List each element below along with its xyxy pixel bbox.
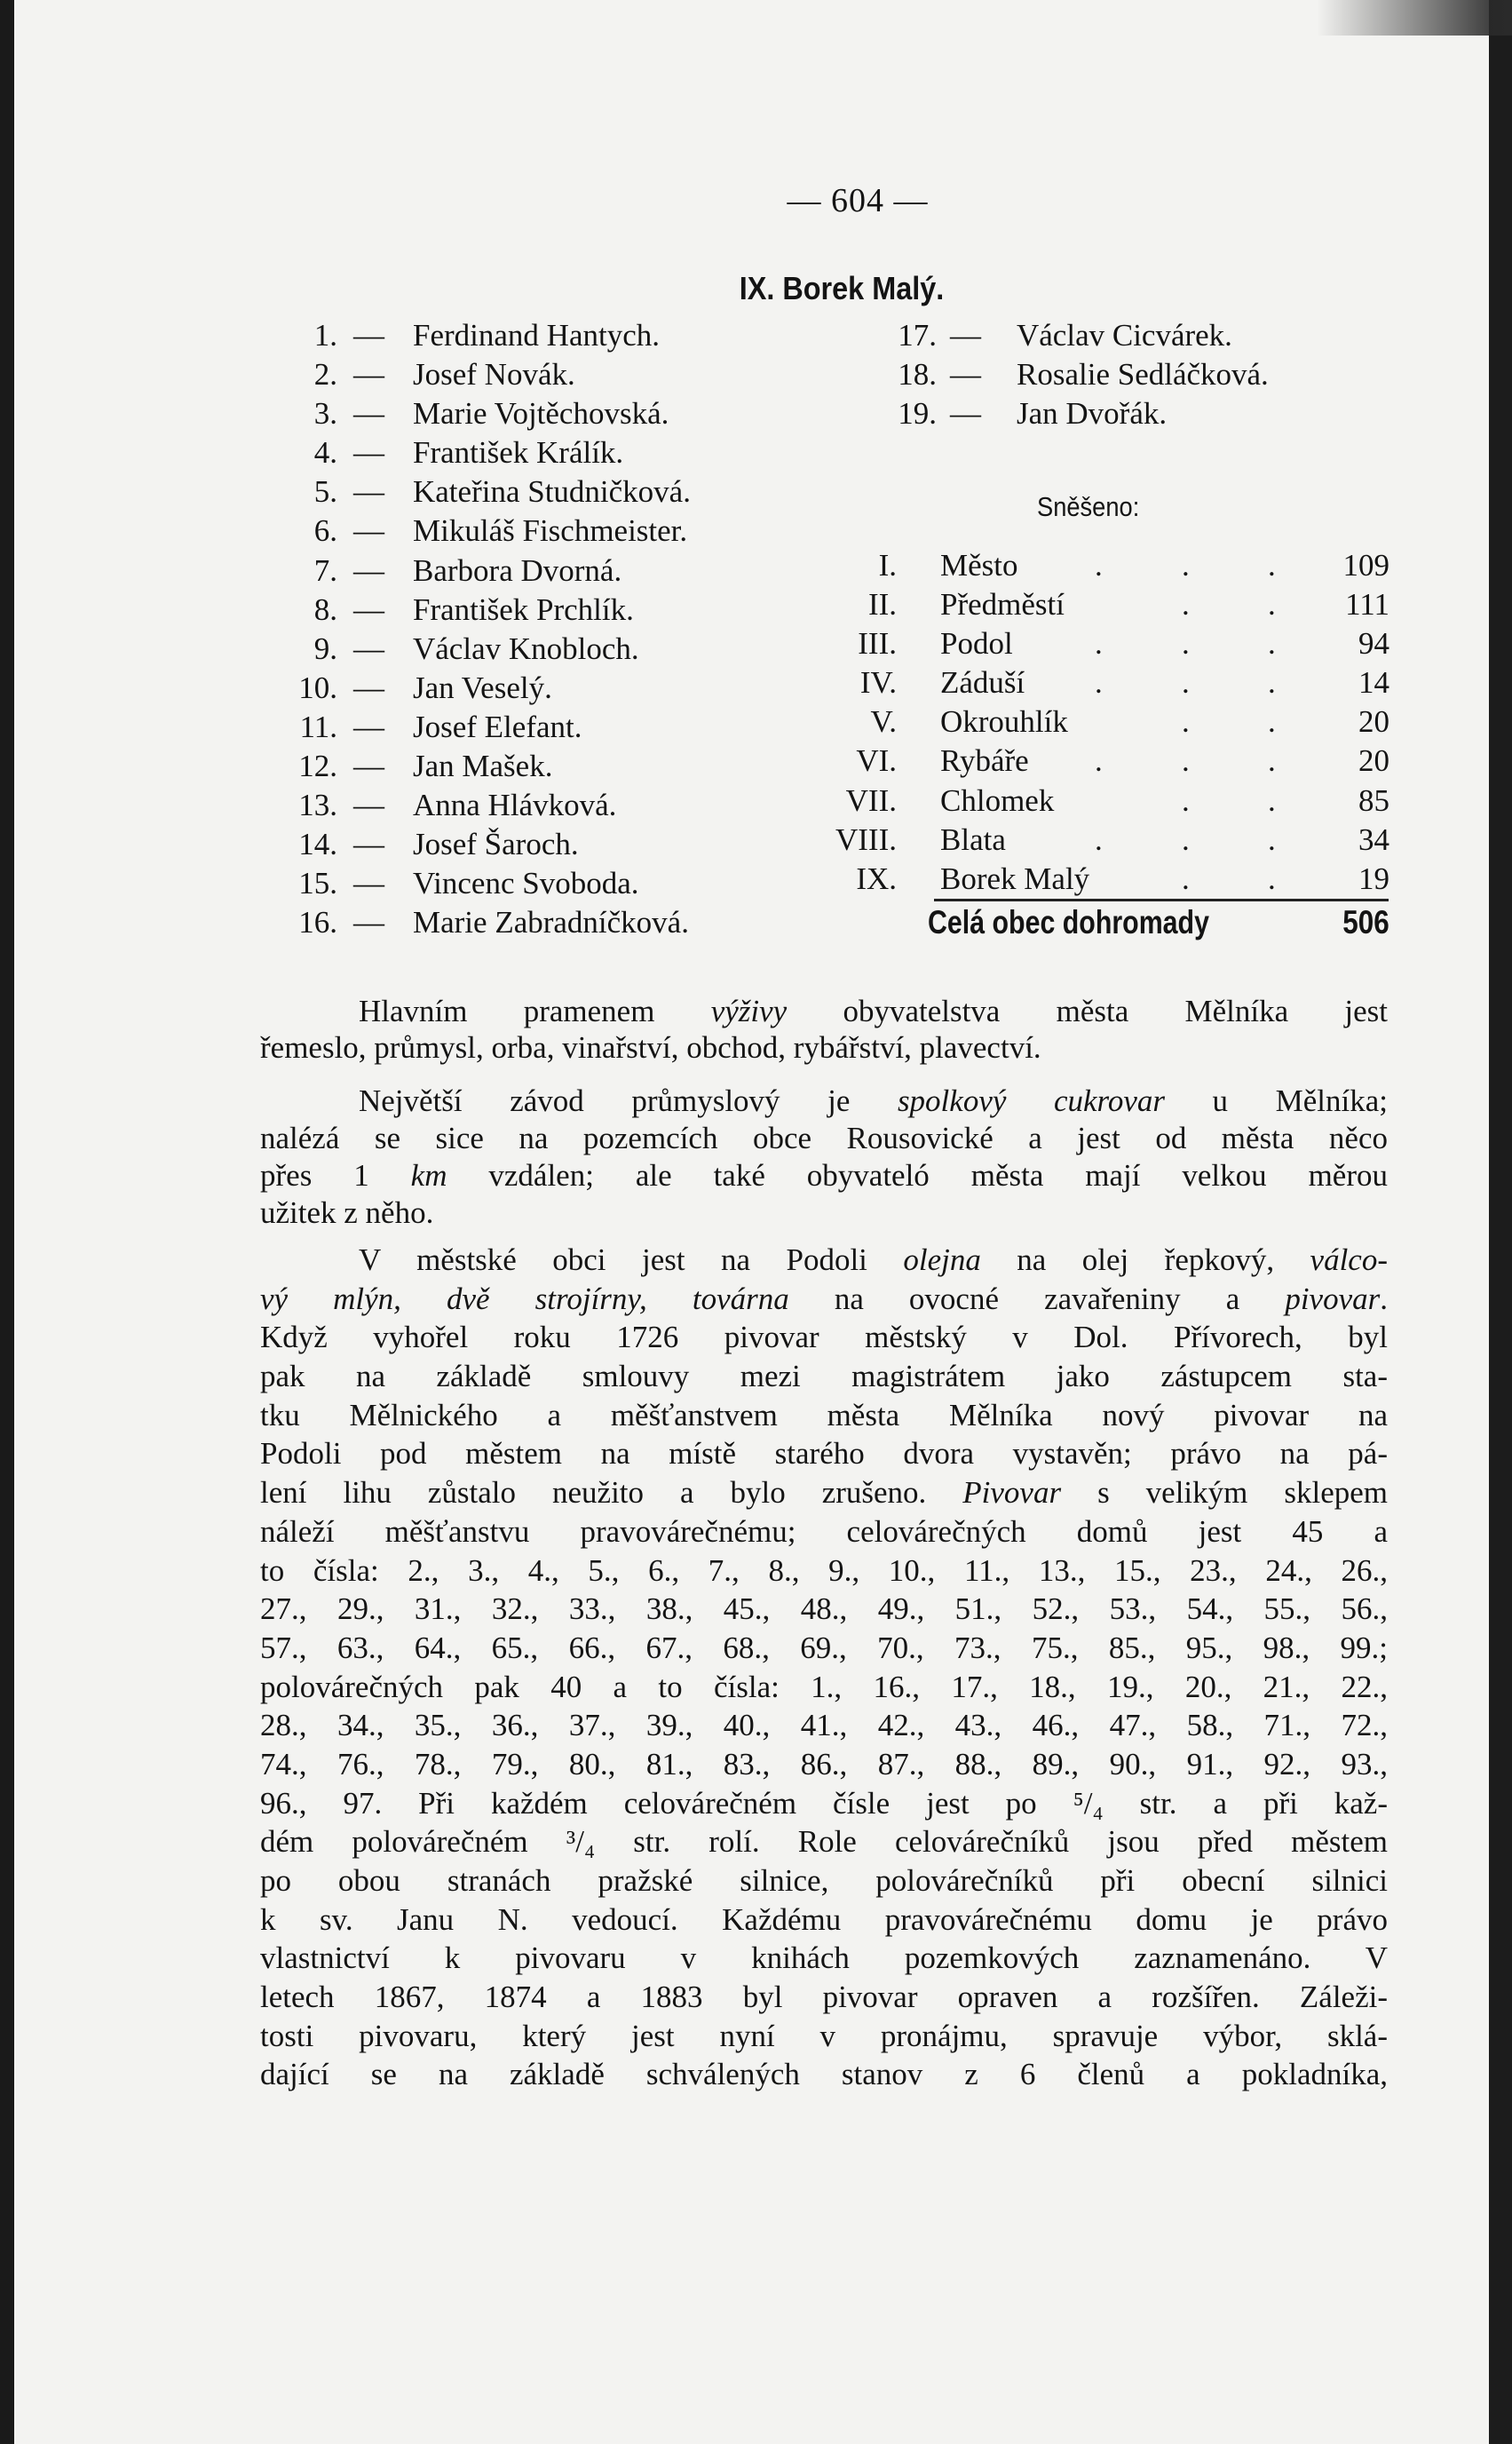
list-item	[0, 472, 888, 512]
italic-term: olejna	[903, 1242, 981, 1277]
summary-row	[0, 743, 1512, 782]
person-name: Václav Cicvárek.	[1017, 318, 1232, 353]
text-line	[260, 1318, 1388, 1357]
district-name: Borek Malý	[940, 861, 1090, 896]
list-item	[0, 355, 1512, 394]
item-number: 6.	[313, 513, 337, 549]
item-dash: —	[353, 552, 384, 588]
text-segment: Největší závod průmyslový je	[359, 1083, 898, 1118]
text-line	[260, 1241, 1388, 1280]
district-count: 94	[1358, 626, 1389, 662]
paragraph-livelihood	[260, 993, 1388, 1066]
person-name: Kateřina Studničková.	[413, 474, 691, 510]
text-segment: dém polovárečném ³/₄ str. rolí. Role celovárečníků jsou před městem	[260, 1824, 1388, 1860]
text-segment: náleží měšťanstvu pravovárečnému; celovárečných domů jest 45 a	[260, 1513, 1388, 1549]
text-line	[260, 1357, 1388, 1396]
person-name: Josef Šaroch.	[413, 827, 579, 862]
item-number: 4.	[313, 435, 337, 471]
section-heading: IX. Borek Malý.	[739, 270, 945, 306]
item-number: 11.	[299, 709, 337, 744]
item-number: 1.	[313, 318, 337, 353]
leader-dot: .	[1095, 626, 1103, 662]
item-dash: —	[353, 866, 384, 901]
item-dash: —	[353, 788, 384, 823]
item-dash: —	[353, 905, 384, 940]
text-line	[260, 1629, 1388, 1668]
item-dash: —	[353, 709, 384, 744]
district-numeral: I.	[878, 548, 897, 583]
list-item	[0, 316, 1512, 355]
text-segment: na ovocné zavařeniny a	[788, 1281, 1286, 1316]
person-name: Barbora Dvorná.	[413, 552, 622, 588]
district-count: 34	[1358, 821, 1389, 857]
text-segment: vlastnictví k pivovaru v knihách pozemkových zaznamenáno. V	[260, 1940, 1388, 1976]
text-line	[260, 1083, 1388, 1120]
leader-dot: .	[1182, 626, 1190, 662]
district-name: Záduší	[940, 665, 1025, 701]
italic-term: Pivovar	[962, 1475, 1062, 1511]
district-count: 19	[1358, 861, 1389, 896]
summary-row	[0, 783, 1512, 822]
list-item	[0, 433, 888, 472]
district-numeral: III.	[858, 626, 897, 662]
text-line	[260, 1280, 1388, 1319]
list-item	[0, 512, 888, 551]
text-line	[260, 2055, 1388, 2094]
item-dash: —	[353, 827, 384, 862]
person-name: Anna Hlávková.	[413, 788, 617, 823]
leader-dot: .	[1095, 665, 1103, 701]
district-numeral: VIII.	[835, 821, 897, 857]
person-name: Josef Elefant.	[413, 709, 582, 744]
item-number: 2.	[313, 357, 337, 393]
list-item	[0, 903, 888, 942]
text-segment: tosti pivovaru, který jest nyní v pronájmu, spravuje výbor, sklá-	[260, 2018, 1388, 2053]
text-segment: vzdálen; ale také obyvateló města mají velkou měrou	[447, 1158, 1388, 1193]
summary-row	[0, 548, 1512, 587]
list-item	[0, 394, 1512, 433]
total-value: 506	[1342, 904, 1389, 940]
item-dash: —	[950, 357, 981, 393]
leader-dot: .	[1182, 861, 1190, 896]
text-segment: pak na základě smlouvy mezi magistrátem jako zástupcem sta-	[260, 1359, 1388, 1394]
text-segment: 57., 63., 64., 65., 66., 67., 68., 69., 70., 73., 75., 85., 95., 98., 99.;	[260, 1630, 1388, 1665]
text-line	[260, 1473, 1388, 1512]
leader-dot: .	[1095, 548, 1103, 583]
names-list-right	[0, 316, 1512, 433]
item-dash: —	[353, 318, 384, 353]
text-segment: letech 1867, 1874 a 1883 byl pivovar opraven a rozšířen. Záleži-	[260, 1980, 1388, 2015]
leader-dot: .	[1182, 743, 1190, 779]
item-dash: —	[353, 670, 384, 705]
text-segment: 74., 76., 78., 79., 80., 81., 83., 86., 87., 88., 89., 90., 91., 92., 93.,	[260, 1746, 1388, 1781]
summary-rule	[934, 899, 1389, 901]
leader-dot: .	[1268, 743, 1276, 779]
scan-shadow-corner	[1317, 0, 1512, 36]
leader-dot: .	[1182, 782, 1190, 818]
district-name: Blata	[940, 821, 1006, 857]
text-segment: .	[1380, 1281, 1388, 1316]
leader-dot: .	[1182, 704, 1190, 740]
item-number: 17.	[898, 318, 937, 353]
district-count: 20	[1358, 743, 1389, 779]
text-line	[260, 1029, 1388, 1066]
district-numeral: VII.	[845, 782, 897, 818]
person-name: Ferdinand Hantych.	[413, 318, 660, 353]
district-numeral: IV.	[859, 665, 897, 701]
leader-dot: .	[1268, 665, 1276, 701]
summary-row	[0, 665, 1512, 704]
text-segment: u Mělníka;	[1165, 1083, 1388, 1118]
person-name: Rosalie Sedláčková.	[1017, 357, 1269, 393]
italic-term: spolkový cukrovar	[897, 1083, 1165, 1118]
text-segment: nalézá se sice na pozemcích obce Rousovické a jest od města něco	[260, 1121, 1388, 1155]
summary-title: Sněšeno:	[1037, 491, 1140, 522]
district-name: Okrouhlík	[940, 704, 1068, 740]
person-name: Mikuláš Fischmeister.	[413, 513, 688, 549]
person-name: Vincenc Svoboda.	[413, 866, 639, 901]
text-line	[260, 1900, 1388, 1940]
item-dash: —	[353, 435, 384, 471]
page-number: — 604 —	[787, 182, 929, 219]
person-name: František Prchlík.	[413, 591, 634, 627]
leader-dot: .	[1268, 782, 1276, 818]
text-line	[260, 1396, 1388, 1435]
text-line	[260, 1784, 1388, 1823]
summary-table	[0, 548, 1512, 901]
text-segment: 96., 97. Při každém celovárečném čísle jest po ⁵/₄ str. a při kaž-	[260, 1785, 1388, 1821]
italic-term: pivovar	[1285, 1281, 1381, 1316]
text-line	[260, 1978, 1388, 2017]
text-line	[260, 2017, 1388, 2056]
text-line	[260, 1745, 1388, 1784]
leader-dot: .	[1268, 587, 1276, 623]
district-name: Podol	[940, 626, 1013, 662]
district-count: 14	[1358, 665, 1389, 701]
leader-dot: .	[1268, 821, 1276, 857]
item-dash: —	[950, 396, 981, 432]
item-number: 10.	[298, 670, 337, 705]
text-segment: Podoli pod městem na místě starého dvora vystavěn; právo na pá-	[260, 1436, 1388, 1472]
district-numeral: IX.	[856, 861, 897, 896]
total-label: Celá obec dohromady	[928, 904, 1209, 940]
item-number: 13.	[298, 788, 337, 823]
district-name: Předměstí	[940, 587, 1065, 623]
text-segment: polovárečných pak 40 a to čísla: 1., 16., 17., 18., 19., 20., 21., 22.,	[260, 1669, 1388, 1704]
item-number: 12.	[298, 749, 337, 784]
text-line	[260, 1822, 1388, 1861]
text-segment: 27., 29., 31., 32., 33., 38., 45., 48., 49., 51., 52., 53., 54., 55., 56.,	[260, 1591, 1388, 1627]
text-segment: Hlavním pramenem	[359, 994, 711, 1028]
summary-row	[0, 704, 1512, 743]
item-number: 3.	[313, 396, 337, 432]
summary-total	[928, 904, 1389, 941]
leader-dot: .	[1182, 665, 1190, 701]
italic-term: km	[410, 1158, 447, 1193]
person-name: Václav Knobloch.	[413, 631, 639, 666]
person-name: Jan Mašek.	[413, 749, 553, 784]
district-count: 85	[1358, 782, 1389, 818]
text-line	[260, 1861, 1388, 1900]
text-segment: na olej řepkový,	[980, 1242, 1310, 1277]
item-number: 7.	[313, 552, 337, 588]
summary-row	[0, 626, 1512, 665]
item-number: 18.	[898, 357, 937, 393]
text-line	[260, 1512, 1388, 1551]
leader-dot: .	[1268, 704, 1276, 740]
text-segment: po obou stranách pražské silnice, polovárečníků při obecní silnici	[260, 1863, 1388, 1898]
district-numeral: VI.	[856, 743, 897, 779]
text-segment: lení lihu zůstalo neužito a bylo zrušeno.	[260, 1475, 963, 1511]
district-count: 111	[1345, 587, 1389, 623]
person-name: František Králík.	[413, 435, 624, 471]
text-segment: přes 1	[260, 1158, 411, 1193]
text-segment: V městské obci jest na Podoli	[359, 1242, 904, 1277]
item-dash: —	[353, 396, 384, 432]
leader-dot: .	[1182, 587, 1190, 623]
italic-term: vý mlýn, dvě strojírny, továrna	[260, 1281, 789, 1316]
district-count: 20	[1358, 704, 1389, 740]
leader-dot: .	[1182, 821, 1190, 857]
district-name: Rybáře	[940, 743, 1029, 779]
text-segment: řemeslo, průmysl, orba, vinařství, obchod, rybářství, plavectví.	[260, 1030, 1041, 1065]
text-segment: to čísla: 2., 3., 4., 5., 6., 7., 8., 9., 10., 11., 13., 15., 23., 24., 26.,	[260, 1552, 1388, 1588]
text-segment: užitek z něho.	[260, 1195, 434, 1230]
text-line	[260, 1590, 1388, 1629]
text-line	[260, 993, 1388, 1029]
leader-dot: .	[1268, 626, 1276, 662]
item-dash: —	[353, 591, 384, 627]
district-count: 109	[1342, 548, 1389, 583]
item-number: 16.	[298, 905, 337, 940]
text-segment: Když vyhořel roku 1726 pivovar městský v Dol. Přívorech, byl	[260, 1320, 1388, 1355]
summary-row	[0, 861, 1512, 901]
text-line	[260, 1434, 1388, 1473]
person-name: Josef Novák.	[413, 357, 575, 393]
item-dash: —	[353, 513, 384, 549]
text-segment: tku Mělnického a měšťanstvem města Mělníka nový pivovar na	[260, 1397, 1388, 1432]
item-number: 19.	[898, 396, 937, 432]
text-segment: dající se na základě schválených stanov z 6 členů a pokladníka,	[260, 2057, 1388, 2092]
text-segment: k sv. Janu N. vedoucí. Každému pravovárečnému domu je právo	[260, 1901, 1388, 1937]
item-dash: —	[353, 749, 384, 784]
text-line	[260, 1551, 1388, 1591]
italic-term: válco-	[1310, 1242, 1388, 1277]
text-line	[260, 1706, 1388, 1745]
leader-dot: .	[1095, 743, 1103, 779]
leader-dot: .	[1268, 861, 1276, 896]
leader-dot: .	[1268, 548, 1276, 583]
item-dash: —	[950, 318, 981, 353]
summary-row	[0, 587, 1512, 626]
text-line	[260, 1939, 1388, 1978]
paragraph-sugar-factory	[260, 1083, 1388, 1232]
item-number: 9.	[313, 631, 337, 666]
person-name: Jan Dvořák.	[1017, 396, 1168, 432]
text-segment: s velikým sklepem	[1061, 1475, 1388, 1511]
item-number: 5.	[313, 474, 337, 510]
leader-dot: .	[1182, 548, 1190, 583]
district-name: Chlomek	[940, 782, 1055, 818]
item-dash: —	[353, 357, 384, 393]
district-numeral: II.	[867, 587, 897, 623]
item-number: 15.	[298, 866, 337, 901]
person-name: Marie Vojtěchovská.	[413, 396, 669, 432]
item-dash: —	[353, 631, 384, 666]
item-number: 8.	[313, 591, 337, 627]
text-line	[260, 1157, 1388, 1194]
person-name: Marie Zabradníčková.	[413, 905, 689, 940]
italic-term: výživy	[710, 994, 788, 1028]
item-dash: —	[353, 474, 384, 510]
text-segment: 28., 34., 35., 36., 37., 39., 40., 41., 42., 43., 46., 47., 58., 71., 72.,	[260, 1708, 1388, 1743]
text-segment: obyvatelstva města Mělníka jest	[787, 994, 1388, 1028]
district-name: Město	[940, 548, 1018, 583]
text-line	[260, 1120, 1388, 1157]
text-line	[260, 1668, 1388, 1707]
paragraph-brewery	[260, 1241, 1388, 2094]
district-numeral: V.	[870, 704, 897, 740]
person-name: Jan Veselý.	[413, 670, 552, 705]
text-line	[260, 1194, 1388, 1232]
summary-row	[0, 822, 1512, 861]
item-number: 14.	[298, 827, 337, 862]
leader-dot: .	[1095, 821, 1103, 857]
